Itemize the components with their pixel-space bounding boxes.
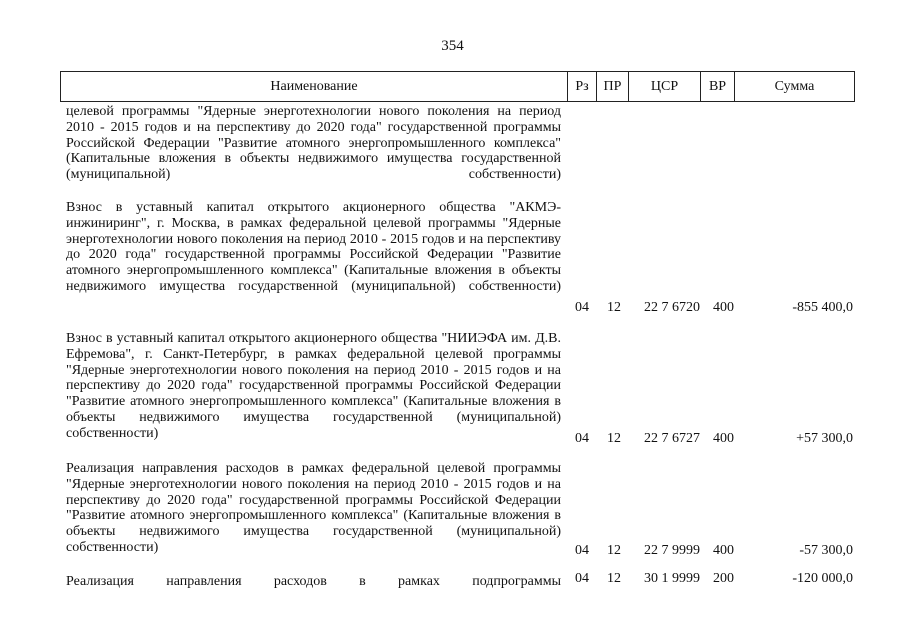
- table-row: [66, 104, 856, 183]
- row-description: целевой программы "Ядерные энерготехнологии нового поколения на период 2010 - 2015 годов и на перспективу до 2020 года" государственной программы Российской Федерации "Развитие атомного энергопромышленного комплекса" (Капитальные вложения в объекты недвижимого имущества государственной (муниципальной) собственности): [66, 104, 561, 183]
- row-rz: 04: [575, 543, 589, 558]
- row-description: Взнос в уставный капитал открытого акционерного общества "АКМЭ-инжиниринг", г. Москва, в рамках федеральной целевой программы "Ядерные энерготехнологии нового поколения на период 2010 - 2015 годов и на перспективу до 2020 года" государственной программы Российской Федерации "Развитие атомного энергопромышленного комплекса" (Капитальные вложения в объекты недвижимого имущества государственной (муниципальной) собственности): [66, 200, 561, 294]
- table-row: [66, 200, 856, 315]
- row-vr: 400: [713, 300, 734, 315]
- header-pr: ПР: [596, 72, 628, 101]
- table-row: [66, 331, 856, 446]
- header-csr: ЦСР: [628, 72, 700, 101]
- header-vr: ВР: [700, 72, 734, 101]
- header-sum: Сумма: [734, 72, 854, 101]
- row-vr: 400: [713, 431, 734, 446]
- row-rz: 04: [575, 300, 589, 315]
- row-rz: 04: [575, 431, 589, 446]
- row-values: [66, 300, 856, 316]
- row-vr: 200: [713, 571, 734, 586]
- row-vr: 400: [713, 543, 734, 558]
- row-description: Реализация направления расходов в рамках подпрограммы: [66, 574, 561, 589]
- row-csr: 30 1 9999: [644, 571, 700, 586]
- row-sum: -120 000,0: [792, 571, 853, 586]
- row-sum: +57 300,0: [796, 431, 853, 446]
- row-values: [66, 543, 856, 559]
- row-pr: 12: [607, 571, 621, 586]
- row-sum: -57 300,0: [799, 543, 853, 558]
- page-number: 354: [441, 38, 464, 54]
- row-values: [66, 571, 856, 587]
- header-rz: Рз: [567, 72, 596, 101]
- row-sum: -855 400,0: [792, 300, 853, 315]
- row-values: [66, 431, 856, 447]
- row-pr: 12: [607, 543, 621, 558]
- table-row: [66, 571, 856, 590]
- row-csr: 22 7 6720: [644, 300, 700, 315]
- row-csr: 22 7 9999: [644, 543, 700, 558]
- row-csr: 22 7 6727: [644, 431, 700, 446]
- header-name: Наименование: [270, 78, 358, 94]
- row-description: Реализация направления расходов в рамках федеральной целевой программы "Ядерные энерготехнологии нового поколения на период 2010 - 2015 годов и на перспективу до 2020 года" государственной программы Российской Федерации "Развитие атомного энергопромышленного комплекса" (Капитальные вложения в объекты недвижимого имущества государственной (муниципальной) собственности): [66, 461, 561, 555]
- row-rz: 04: [575, 571, 589, 586]
- table-header: [60, 71, 855, 102]
- row-pr: 12: [607, 300, 621, 315]
- row-pr: 12: [607, 431, 621, 446]
- row-description: Взнос в уставный капитал открытого акционерного общества "НИИЭФА им. Д.В. Ефремова", г. Санкт-Петербург, в рамках федеральной целевой программы "Ядерные энерготехнологии нового поколения на период 2010 - 2015 годов и на перспективу до 2020 года" государственной программы Российской Федерации "Развитие атомного энергопромышленного комплекса" (Капитальные вложения в объекты недвижимого имущества государственной (муниципальной) собственности): [66, 331, 561, 441]
- table-row: [66, 461, 856, 556]
